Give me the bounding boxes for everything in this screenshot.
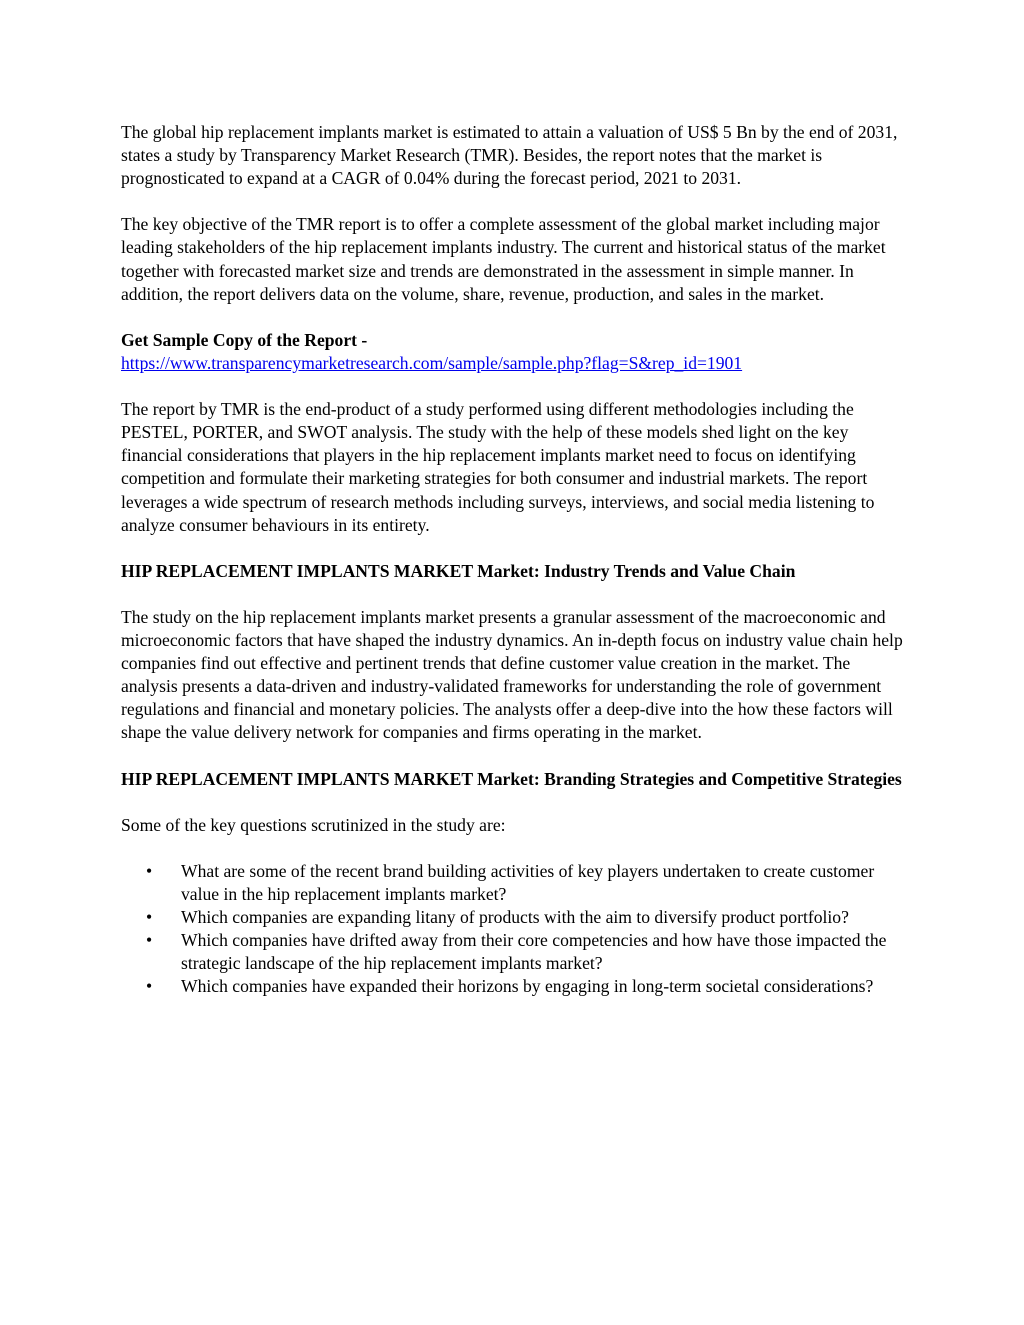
objective-paragraph: The key objective of the TMR report is to offer a complete assessment of the global market including major leading stakeholders of the hip replacement implants industry. The current and historical status of the market together with forecasted market size and trends are demonstrated in the assessment in simple manner. In addition, the report delivers data on the volume, share, revenue, production, and sales in the market.: [121, 214, 886, 304]
list-item: [121, 929, 911, 975]
questions-intro: Some of the key questions scrutinized in the study are:: [121, 814, 506, 835]
list-item: [121, 906, 911, 929]
trends-paragraph: The study on the hip replacement implants market presents a granular assessment of the macroeconomic and microeconomic factors that have shaped the industry dynamics. An in-depth focus on industry value chain help companies find out effective and pertinent trends that define customer value creation in the market. The analysis presents a data-driven and industry-validated frameworks for understanding the role of government regulations and financial and monetary policies. The analysts offer a deep-dive into the how these factors will shape the value delivery network for companies and firms operating in the market.: [121, 606, 903, 743]
sample-copy-block: [121, 329, 911, 375]
document-page: [121, 121, 911, 999]
list-item: [121, 860, 911, 906]
branding-heading: HIP REPLACEMENT IMPLANTS MARKET Market: Branding Strategies and Competitive Strategies: [121, 768, 902, 789]
trends-heading: HIP REPLACEMENT IMPLANTS MARKET Market: Industry Trends and Value Chain: [121, 560, 796, 581]
bullet-icon: •: [146, 907, 153, 928]
intro-paragraph: The global hip replacement implants market is estimated to attain a valuation of US$ 5 Bn by the end of 2031, states a study by Transparency Market Research (TMR). Besides, the report notes that the market is prognosticated to expand at a CAGR of 0.04% during the forecast period, 2021 to 2031.: [121, 122, 898, 189]
bullet-icon: •: [146, 930, 153, 951]
list-item: [121, 975, 911, 998]
questions-list: [121, 860, 911, 999]
question-text: Which companies are expanding litany of products with the aim to diversify product portfolio?: [181, 907, 849, 928]
methodology-paragraph: The report by TMR is the end-product of a study performed using different methodologies including the PESTEL, PORTER, and SWOT analysis. The study with the help of these models shed light on the key financial considerations that players in the hip replacement implants market need to focus on identifying competition and formulate their marketing strategies for both consumer and industrial markets. The report leverages a wide spectrum of research methods including surveys, interviews, and social media listening to analyze consumer behaviours in its entirety.: [121, 399, 875, 535]
sample-copy-link[interactable]: https://www.transparencymarketresearch.com/sample/sample.php?flag=S&rep_id=1901: [121, 352, 743, 373]
question-text: Which companies have expanded their horizons by engaging in long-term societal considerations?: [181, 976, 874, 997]
bullet-icon: •: [146, 976, 153, 997]
question-text: Which companies have drifted away from their core competencies and how have those impacted the strategic landscape of the hip replacement implants market?: [181, 930, 887, 974]
question-text: What are some of the recent brand building activities of key players undertaken to create customer value in the hip replacement implants market?: [181, 861, 875, 905]
sample-copy-label: Get Sample Copy of the Report -: [121, 329, 368, 350]
bullet-icon: •: [146, 861, 153, 881]
